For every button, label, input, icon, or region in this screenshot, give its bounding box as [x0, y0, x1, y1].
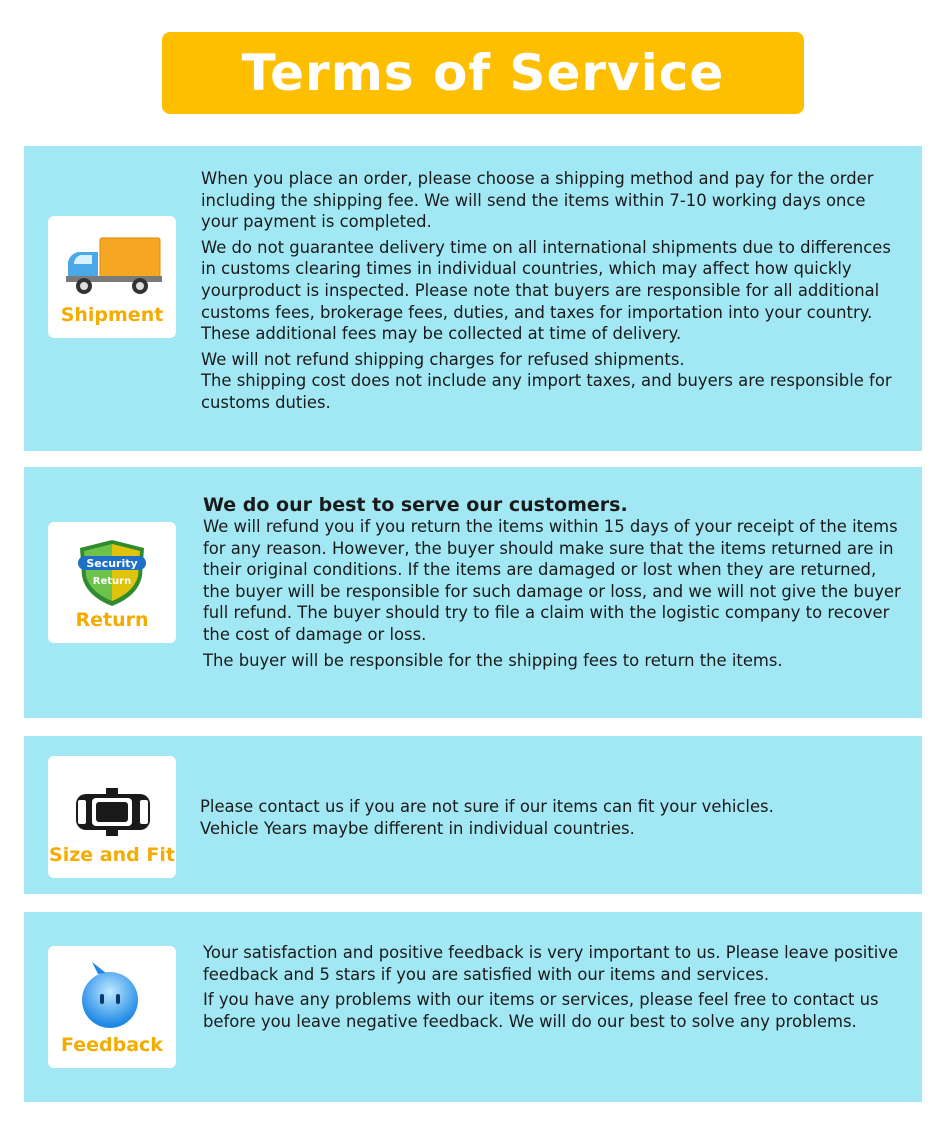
feedback-paragraph-1: Your satisfaction and positive feedback is very important to us. Please leave positive feedback and 5 stars if you are satisfied with our items and services.: [203, 943, 899, 984]
truck-icon: [48, 230, 176, 300]
shipment-paragraph-1: When you place an order, please choose a shipping method and pay for the order including the shipping fee. We will send the items within 7-10 working days once your payment is completed.: [201, 169, 874, 232]
size-fit-text: [200, 796, 900, 843]
size-fit-label: Size and Fit: [49, 844, 175, 866]
shipment-section: [24, 146, 922, 451]
feedback-section: [24, 912, 922, 1102]
badge-bottom-text: Return: [92, 576, 132, 587]
security-shield-icon: [48, 536, 176, 606]
shipment-paragraph-2: We do not guarantee delivery time on all international shipments due to differences in customs clearing times in individual countries, which may affect how quickly yourproduct is inspected. Please note that buyers are responsible for all additional customs fees, brokerage fees, duties, and taxes for importation into your country. These additional fees may be collected at time of delivery.: [201, 237, 891, 344]
feedback-label: Feedback: [61, 1034, 163, 1056]
title-banner: [162, 32, 804, 114]
return-label: Return: [75, 609, 149, 631]
badge-top-text: Security: [86, 557, 138, 570]
feedback-text: [203, 942, 903, 1036]
page-title: Terms of Service: [241, 44, 725, 102]
chat-bubble-icon: [48, 960, 176, 1030]
return-icon-card: [48, 522, 176, 643]
shipment-text: [201, 168, 901, 418]
shipment-paragraph-4: The shipping cost does not include any import taxes, and buyers are responsible for customs duties.: [201, 371, 892, 412]
shipment-paragraph-3: We will not refund shipping charges for refused shipments.: [201, 349, 685, 369]
return-paragraph-2: The buyer will be responsible for the shipping fees to return the items.: [203, 650, 783, 670]
return-text: [203, 494, 903, 675]
return-paragraph-1: We will refund you if you return the items within 15 days of your receipt of the items for any reason. However, the buyer should make sure that the items returned are in their original conditions. If the items are damaged or lost when they are returned, the buyer will be responsible for such damage or loss, and we will not give the buyer full refund. The buyer should try to file a claim with the logistic company to recover the cost of damage or loss.: [203, 517, 901, 644]
return-section: [24, 467, 922, 718]
size-fit-paragraph-1: Please contact us if you are not sure if our items can fit your vehicles.: [200, 797, 774, 816]
size-fit-paragraph-2: Vehicle Years maybe different in individual countries.: [200, 818, 635, 838]
size-fit-icon-card: [48, 756, 176, 878]
feedback-paragraph-2: If you have any problems with our items or services, please feel free to contact us before you leave negative feedback. We will do our best to solve any problems.: [203, 990, 879, 1031]
return-lead: We do our best to serve our customers.: [203, 494, 628, 516]
size-fit-section: [24, 736, 922, 894]
feedback-icon-card: [48, 946, 176, 1068]
shipment-icon-card: [48, 216, 176, 338]
shipment-label: Shipment: [60, 304, 164, 326]
car-icon: [48, 770, 176, 840]
